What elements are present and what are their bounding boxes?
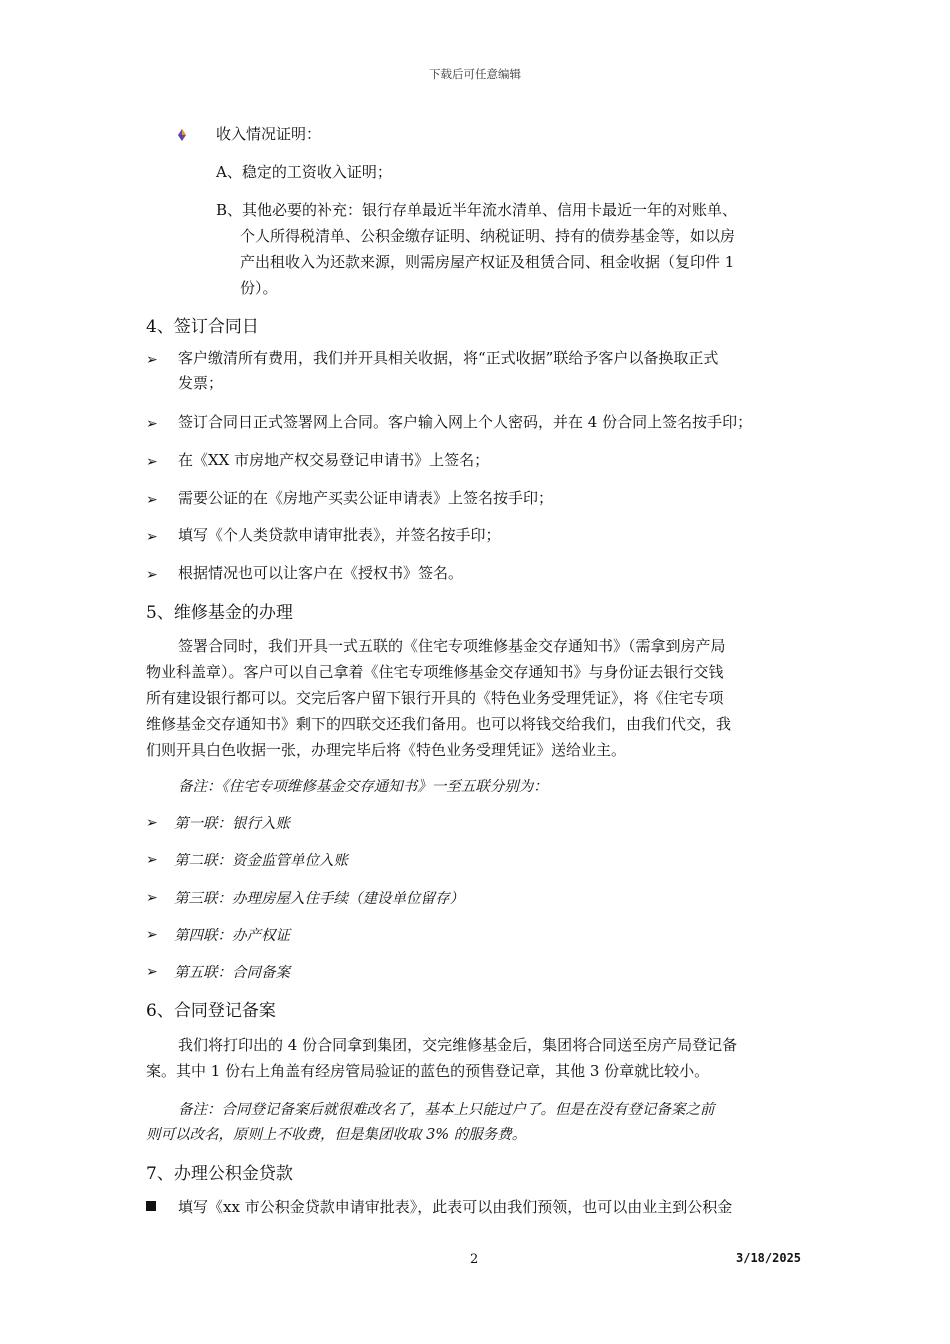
list-item-cont: 发票；	[178, 374, 224, 392]
bullet-icon	[175, 128, 189, 142]
section-5-title: 5、维修基金的办理	[146, 603, 293, 623]
copy-item: 第四联：办产权证	[174, 928, 290, 944]
note: 备注：《住宅专项维修基金交存通知书》一至五联分别为：	[178, 779, 548, 795]
arrow-bullet-icon: ➢	[146, 852, 158, 868]
paragraph-line: 我们将打印出的 4 份合同拿到集团，交完维修基金后，集团将合同送至房产局登记备	[178, 1036, 738, 1054]
paragraph-line: 所有建设银行都可以。交完后客户留下银行开具的《特色业务受理凭证》，将《住宅专项	[146, 689, 724, 707]
arrow-bullet-icon: ➢	[146, 416, 158, 432]
income-title: 收入情况证明：	[216, 125, 322, 143]
arrow-bullet-icon: ➢	[146, 890, 158, 906]
copy-item: 第二联：资金监管单位入账	[174, 853, 348, 869]
paragraph-line: 案。其中 1 份右上角盖有经房管局验证的蓝色的预售登记章，其他 3 份章就比较小。	[146, 1062, 710, 1080]
note-line: 则可以改名，原则上不收费，但是集团收取 3% 的服务费。	[146, 1127, 527, 1143]
copy-item: 第五联：合同备案	[174, 965, 290, 981]
income-a: A、稳定的工资收入证明；	[216, 163, 392, 181]
paragraph-line: 签署合同时，我们开具一式五联的《住宅专项维修基金交存通知书》（需拿到房产局	[178, 637, 726, 655]
list-item: 在《XX 市房地产权交易登记申请书》上签名；	[178, 451, 490, 469]
income-b-line: 份）。	[240, 279, 278, 297]
paragraph-line: 物业科盖章）。客户可以自己拿着《住宅专项维修基金交存通知书》与身份证去银行交钱	[146, 663, 724, 681]
paragraph-line: 们则开具白色收据一张，办理完毕后将《特色业务受理凭证》送给业主。	[146, 741, 627, 759]
arrow-bullet-icon: ➢	[146, 815, 158, 831]
arrow-bullet-icon: ➢	[146, 964, 158, 980]
arrow-bullet-icon: ➢	[146, 529, 158, 545]
footer-date: 3/18/2025	[736, 1251, 802, 1265]
income-b-line: 产出租收入为还款来源，则需房屋产权证及租赁合同、租金收据（复印件 1	[240, 253, 735, 271]
list-item: 需要公证的在《房地产买卖公证申请表》上签名按手印；	[178, 489, 554, 507]
paragraph-line: 维修基金交存通知书》剩下的四联交还我们备用。也可以将钱交给我们，由我们代交，我	[146, 715, 732, 733]
income-b-line: B、其他必要的补充：银行存单最近半年流水清单、信用卡最近一年的对账单、	[216, 201, 738, 219]
list-item: 填写《xx 市公积金贷款申请审批表》，此表可以由我们预领，也可以由业主到公积金	[178, 1198, 733, 1216]
section-4-title: 4、签订合同日	[146, 317, 259, 337]
arrow-bullet-icon: ➢	[146, 352, 158, 368]
list-item: 签订合同日正式签署网上合同。客户输入网上个人密码，并在 4 份合同上签名按手印；	[178, 413, 753, 431]
list-item: 填写《个人类贷款申请审批表》，并签名按手印；	[178, 526, 501, 544]
section-6-title: 6、合同登记备案	[146, 1001, 276, 1021]
arrow-bullet-icon: ➢	[146, 927, 158, 943]
arrow-bullet-icon: ➢	[146, 567, 158, 583]
page-header: 下载后可任意编辑	[429, 67, 521, 81]
copy-item: 第三联：办理房屋入住手续（建设单位留存）	[174, 891, 464, 907]
note-line: 备注：合同登记备案后就很难改名了，基本上只能过户了。但是在没有登记备案之前	[178, 1102, 715, 1118]
list-item: 根据情况也可以让客户在《授权书》签名。	[178, 564, 464, 582]
page-number: 2	[470, 1252, 479, 1267]
list-item: 客户缴清所有费用，我们并开具相关收据，将“正式收据”联给予客户以备换取正式	[178, 349, 719, 367]
income-b-line: 个人所得税清单、公积金缴存证明、纳税证明、持有的债券基金等，如以房	[240, 227, 736, 245]
section-7-title: 7、办理公积金贷款	[146, 1164, 293, 1184]
square-bullet-icon	[146, 1201, 156, 1211]
arrow-bullet-icon: ➢	[146, 454, 158, 470]
arrow-bullet-icon: ➢	[146, 492, 158, 508]
copy-item: 第一联：银行入账	[174, 816, 290, 832]
